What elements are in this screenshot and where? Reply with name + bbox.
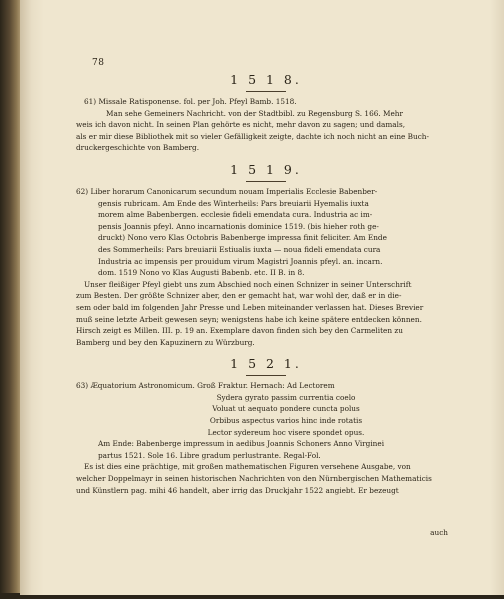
year-heading-1519: 1 5 1 9. (230, 161, 302, 177)
entry-line: Industria ac impensis per prouidum virum Magistri Joannis pfeyl. an. incarn. (98, 256, 383, 266)
entry-line: des Sommerheils: Pars breuiarii Estiualis iuxta — noua fideli emendata cura (98, 244, 381, 254)
entry-61: 61) Missale Ratisponense. fol. per Joh. Pfeyl Bamb. 1518. (84, 97, 297, 106)
verse-line: Voluat ut aequato pondere cuncta polus (212, 404, 360, 414)
entry-62: 62) Liber horarum Canonicarum secundum nouam Imperialis Ecclesie Babenber- (76, 186, 378, 196)
entry-line: dom. 1519 Nono vo Klas Augusti Babenb. etc. II B. in 8. (98, 268, 305, 278)
body-line: sem oder bald im folgenden Jahr Presse und Leben miteinander verlassen hat. Dieses Brevier (76, 302, 424, 312)
body-line: zum Besten. Der größte Schnizer aber, den er gemacht hat, war wohl der, daß er in die- (76, 291, 402, 301)
body-line: Es ist dies eine prächtige, mit großen mathematischen Figuren versehene Ausgabe, von (84, 462, 411, 472)
body-line: muß seine letzte Arbeit gewesen seyn; wenigstens habe ich keine spätere entdecken können. (76, 314, 422, 324)
body-line: Man sehe Gemeiners Nachricht. von der Stadtbibl. zu Regensburg S. 166. Mehr (106, 108, 403, 118)
body-line: Hirsch zeigt es Millen. III. p. 19 an. Exemplare davon finden sich bey den Carmeliten zu (76, 326, 403, 336)
entry-line: gensis rubricam. Am Ende des Winterheils: Pars breuiarii Hyemalis iuxta (98, 198, 369, 208)
entry-line: morem alme Babenbergen. ecclesie fideli emendata cura. Industria ac im- (98, 210, 373, 220)
body-line: Bamberg und bey den Kapuzinern zu Würzburg. (76, 337, 255, 347)
entry-line: Am Ende: Babenberge impressum in aedibus Joannis Schoners Anno Virginei (98, 439, 385, 449)
page-content (76, 70, 456, 496)
verse-line: Lector sydereum hoc visere spondet opus. (207, 427, 365, 437)
heading-rule (246, 91, 286, 92)
entry-line: pensis Joannis pfeyl. Anno incarnationis dominice 1519. (bis hieher roth ge- (98, 221, 379, 231)
year-heading-1518: 1 5 1 8. (230, 72, 302, 87)
body-line: als er mir diese Bibliothek mit so vieler Gefälligkeit zeigte, dachte ich noch nicht an eine Buch- (76, 131, 429, 141)
catchword: auch (430, 528, 448, 537)
entry-63: 63) Æquatorium Astronomicum. Groß Fraktur. Hernach: Ad Lectorem (76, 381, 335, 391)
body-line: weis ich davon nicht. In seinen Plan gehörte es nicht, mehr davon zu sagen; und damals, (76, 120, 406, 130)
verse-line: Orbibus aspectus varios hinc inde rotatis (209, 416, 363, 426)
body-line: und Künstlern pag. mihi 46 handelt, aber irrig das Druckjahr 1522 angiebt. Er bezeugt (76, 485, 399, 495)
entry-line: druckt) Nono vero Klas Octobris Babenberge impressa finit feliciter. Am Ende (98, 233, 387, 243)
body-line: welcher Doppelmayr in seinen historischen Nachrichten von den Nürnbergischen Mathematicis (76, 474, 432, 484)
heading-rule (246, 181, 286, 182)
page-sheet (20, 0, 504, 595)
year-heading-1521: 1 5 2 1. (230, 356, 302, 372)
page-number: 78 (92, 58, 105, 68)
verse-line: Sydera gyrato passim currentia coelo (216, 392, 356, 402)
entry-line: partus 1521. Sole 16. Libre gradum perlustrante. Regal-Fol. (98, 450, 321, 460)
book-spine-edge (0, 0, 22, 599)
body-line: druckergeschichte von Bamberg. (76, 143, 200, 153)
body-line: Unser fleißiger Pfeyl giebt uns zum Abschied noch einen Schnizer in seiner Unterschrift (84, 279, 412, 289)
heading-rule (246, 375, 286, 376)
